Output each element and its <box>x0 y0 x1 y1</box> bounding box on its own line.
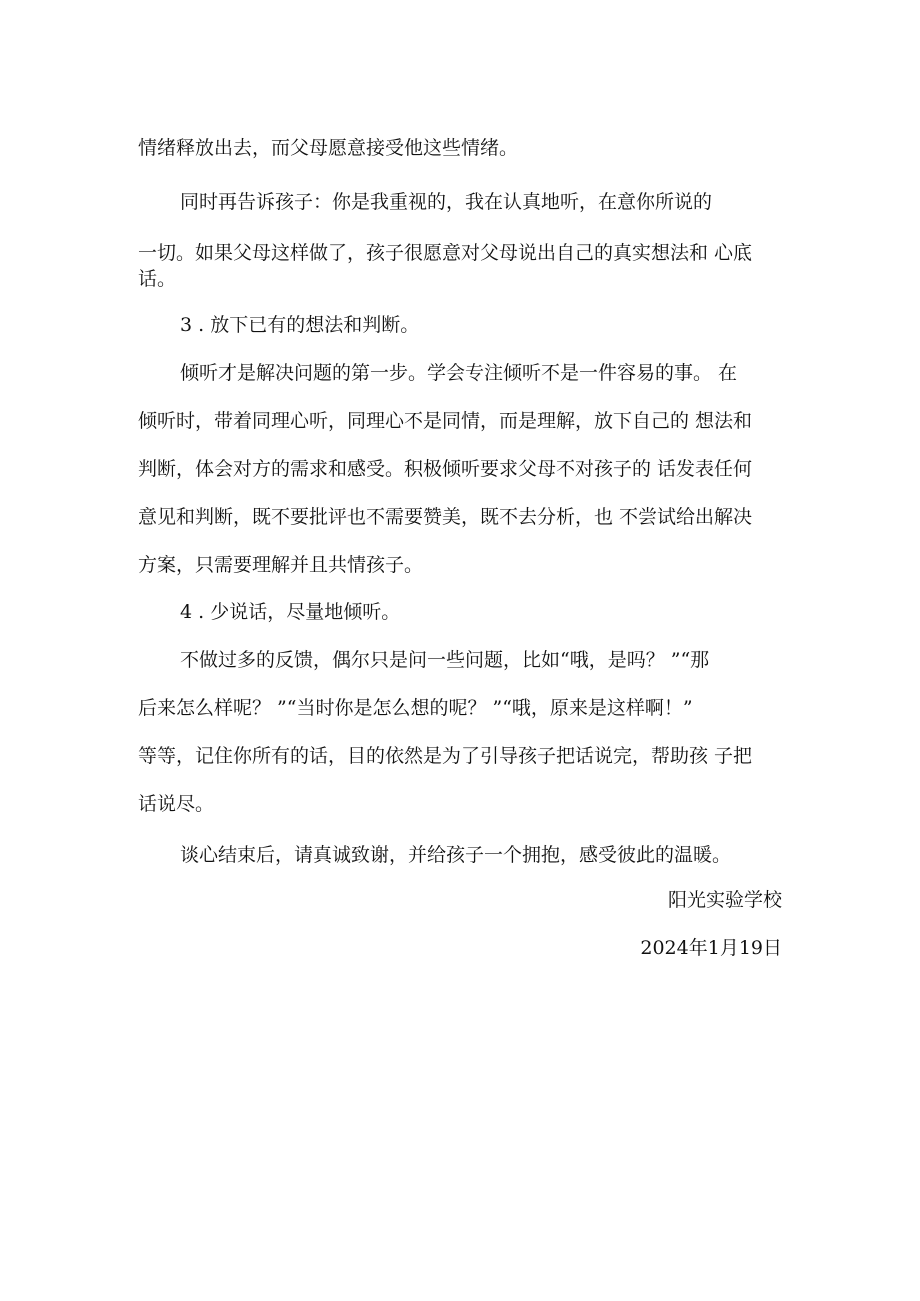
paragraph-line: 不做过多的反馈，偶尔只是问一些问题，比如“哦，是吗？ ”“那 <box>180 649 710 671</box>
signature-school: 阳光实验学校 <box>667 889 782 911</box>
paragraph-line: 判断，体会对方的需求和感受。积极倾听要求父母不对孩子的 话发表任何 <box>138 458 753 480</box>
paragraph-line: 倾听才是解决问题的第一步。学会专注倾听不是一件容易的事。 在 <box>180 362 738 384</box>
paragraph-line: 方案，只需要理解并且共情孩子。 <box>138 554 424 576</box>
paragraph-line: 后来怎么样呢？ ”“当时你是怎么想的呢？ ”“哦，原来是这样啊！” <box>138 697 693 719</box>
paragraph-line: 同时再告诉孩子：你是我重视的，我在认真地听，在意你所说的 <box>180 191 713 213</box>
section-heading-3: 3 . 放下已有的想法和判断。 <box>180 314 420 336</box>
paragraph-line: 倾听时，带着同理心听，同理心不是同情，而是理解，放下自己的 想法和 <box>138 410 753 432</box>
paragraph-line: 话说尽。 <box>138 793 215 815</box>
section-heading-4: 4 . 少说话，尽量地倾听。 <box>180 601 401 623</box>
paragraph-line: 等等，记住你所有的话，目的依然是为了引导孩子把话说完，帮助孩 子把 <box>138 745 753 767</box>
paragraph-line: 话。 <box>138 268 177 290</box>
paragraph-line: 一切。如果父母这样做了，孩子很愿意对父母说出自己的真实想法和 心底 <box>138 242 753 264</box>
paragraph-line: 意见和判断，既不要批评也不需要赞美，既不去分析，也 不尝试给出解决 <box>138 506 753 528</box>
paragraph-line: 谈心结束后，请真诚致谢，并给孩子一个拥抱，感受彼此的温暖。 <box>180 844 732 866</box>
signature-date: 2024年1月19日 <box>640 937 782 959</box>
paragraph-line: 情绪释放出去，而父母愿意接受他这些情绪。 <box>138 137 519 159</box>
